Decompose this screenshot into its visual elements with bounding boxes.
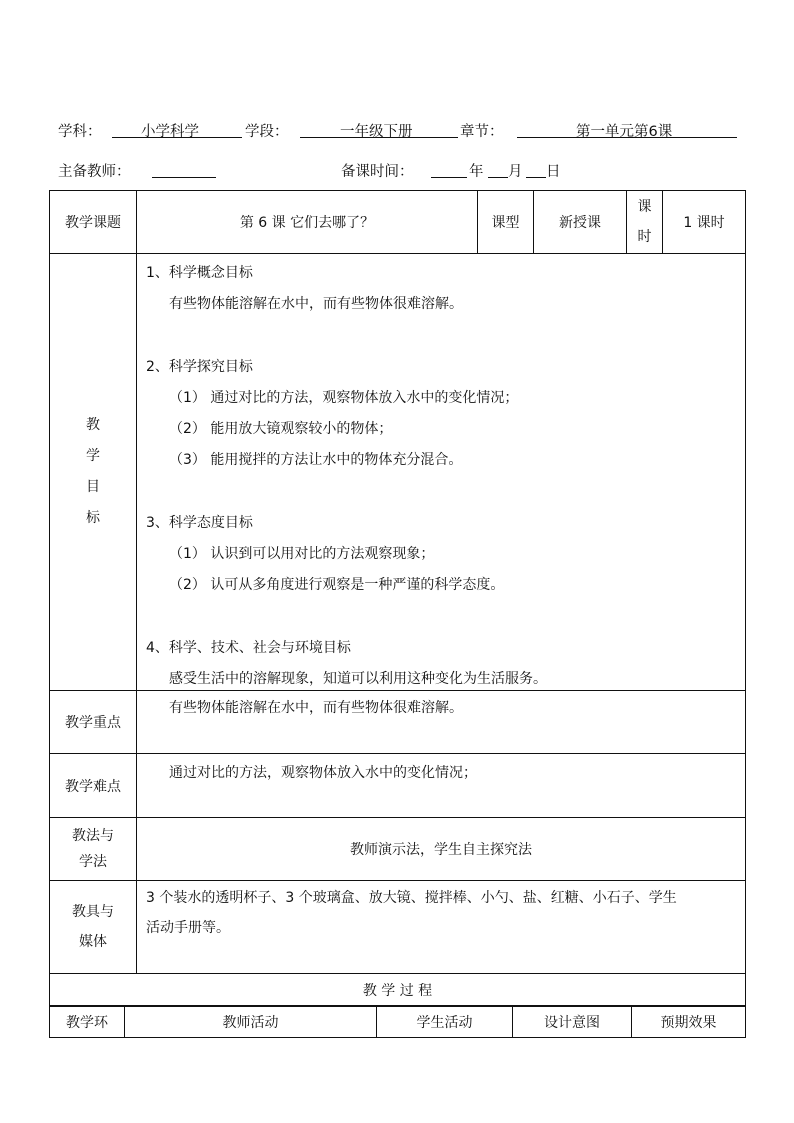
topic-row [50,191,746,254]
hours-value: 1 课时 [663,191,746,254]
year-label: 年 [469,164,484,180]
day-underline [526,177,546,178]
type-value: 新授课 [534,191,627,254]
process-header-table [49,1006,746,1038]
difficulty-label: 教学难点 [50,754,137,818]
methods-label [50,818,137,881]
media-row [50,881,746,974]
objectives-content [137,254,746,691]
col-teaching-stage: 教学环 [50,1007,125,1038]
obj-label-char-3: 目 [86,479,100,495]
teacher-underline [152,177,216,178]
subject-label: 学科： [58,124,102,140]
obj-item-3-2: （2） 认可从多角度进行观察是一种严谨的科学态度。 [169,577,505,593]
difficulty-row [50,754,746,818]
key-point-row [50,691,746,754]
process-title-row [50,974,746,1006]
obj-item-2-3: （3） 能用搅拌的方法让水中的物体充分混合。 [169,452,463,468]
month-label: 月 [508,164,523,180]
day-label: 日 [546,164,561,180]
obj-heading-3: 3、科学态度目标 [146,515,253,531]
process-title: 教 学 过 程 [50,974,746,1006]
obj-item-2-1: （1） 通过对比的方法，观察物体放入水中的变化情况； [169,390,519,406]
lesson-plan-table [49,190,746,1006]
methods-text: 教师演示法，学生自主探究法 [137,818,746,881]
methods-row [50,818,746,881]
objectives-row [50,254,746,691]
topic-value: 第 6 课 它们去哪了？ [137,191,478,254]
media-cell [137,881,746,974]
media-text-line-2: 活动手册等。 [146,920,230,936]
topic-label: 教学课题 [50,191,137,254]
objectives-label [50,254,137,691]
subject-value: 小学科学 [141,124,199,140]
month-underline [488,177,508,178]
col-student-activity: 学生活动 [377,1007,513,1038]
methods-label-1: 教法与 [72,828,114,844]
stage-value: 一年级下册 [340,124,413,140]
col-teacher-activity: 教师活动 [125,1007,377,1038]
methods-label-2: 学法 [79,854,107,870]
subject-underline [112,137,242,138]
type-label: 课型 [478,191,534,254]
obj-item-2-2: （2） 能用放大镜观察较小的物体； [169,421,393,437]
key-point-label: 教学重点 [50,691,137,754]
chapter-label: 章节： [460,124,504,140]
difficulty-text: 通过对比的方法，观察物体放入水中的变化情况； [169,765,477,781]
key-point-text: 有些物体能溶解在水中，而有些物体很难溶解。 [169,700,463,716]
hours-label-2: 时 [637,229,652,245]
difficulty-cell [137,754,746,818]
col-design-intent: 设计意图 [513,1007,632,1038]
obj-label-char-1: 教 [86,417,100,433]
hours-label-1: 课 [637,199,652,215]
obj-label-char-2: 学 [86,448,100,464]
chapter-value: 第一单元第6课 [576,124,673,140]
obj-item-3-1: （1） 认识到可以用对比的方法观察现象； [169,546,435,562]
obj-heading-1: 1、科学概念目标 [146,265,253,281]
obj-heading-2: 2、科学探究目标 [146,359,253,375]
hours-label [627,191,663,254]
obj-text-4: 感受生活中的溶解现象，知道可以利用这种变化为生活服务。 [169,671,547,687]
key-point-cell [137,691,746,754]
media-label-1: 教具与 [72,904,114,920]
stage-underline [300,137,458,138]
obj-heading-4: 4、科学、技术、社会与环境目标 [146,640,351,656]
process-header-row [50,1007,746,1038]
teacher-label: 主备教师： [58,164,131,180]
chapter-underline [517,137,737,138]
stage-label: 学段： [245,124,289,140]
media-label [50,881,137,974]
media-label-2: 媒体 [79,934,107,950]
obj-text-1: 有些物体能溶解在水中，而有些物体很难溶解。 [169,296,463,312]
media-text-line-1: 3 个装水的透明杯子、3 个玻璃盒、放大镜、搅拌棒、小勺、盐、红糖、小石子、学生 [146,890,677,906]
year-underline [431,177,467,178]
time-label: 备课时间： [341,164,414,180]
obj-label-char-4: 标 [86,510,100,526]
col-expected-effect: 预期效果 [632,1007,746,1038]
